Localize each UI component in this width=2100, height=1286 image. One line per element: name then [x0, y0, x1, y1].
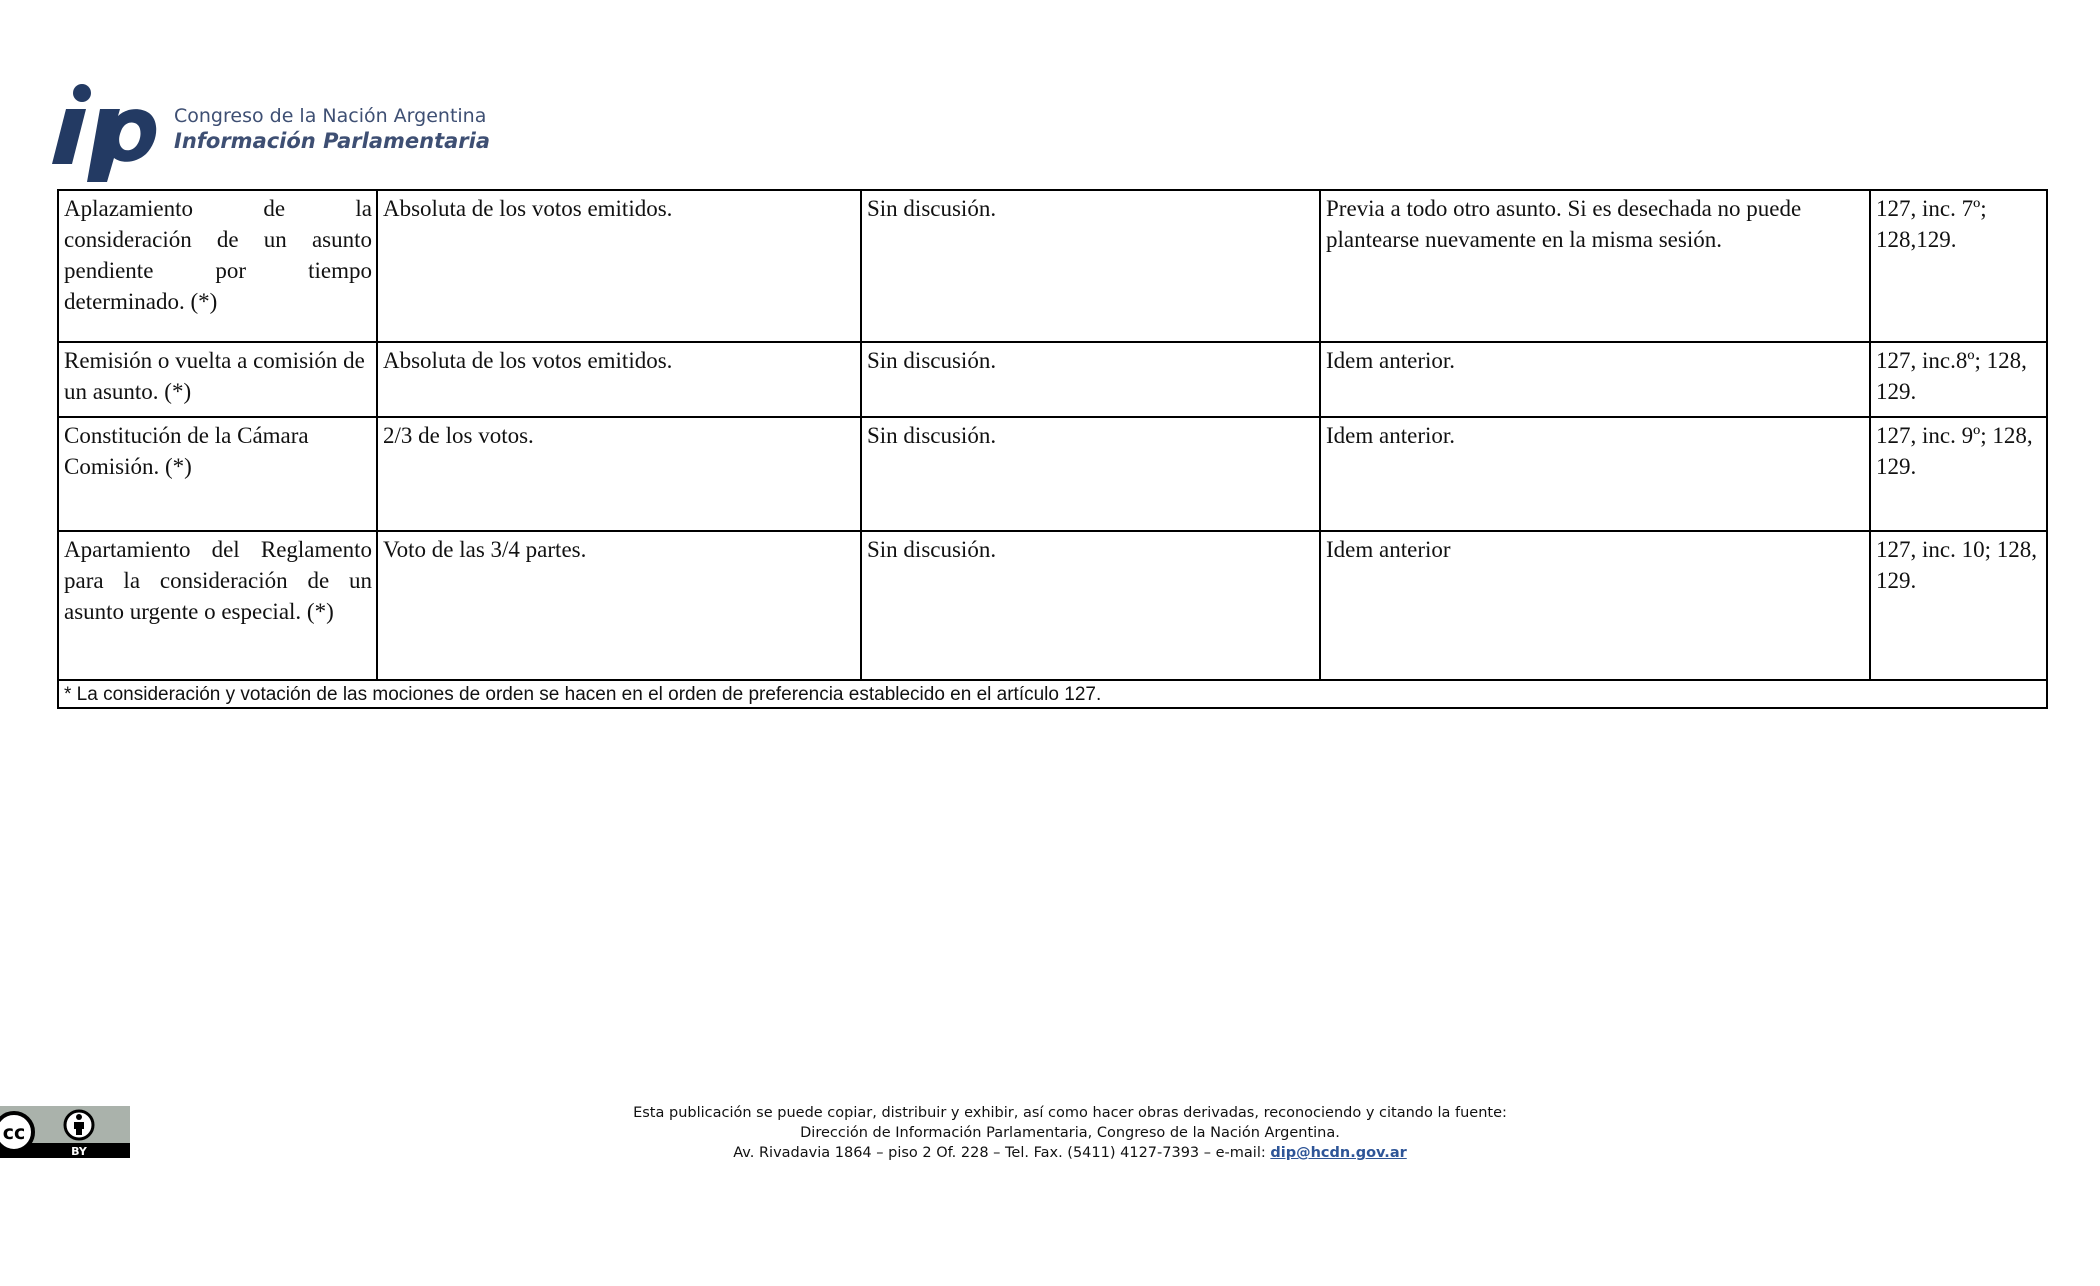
discussion-cell: Sin discusión. — [861, 190, 1320, 342]
observations-cell: Idem anterior — [1320, 531, 1870, 680]
cc-label: cc — [2, 1122, 26, 1144]
articles-cell: 127, inc. 9º; 128, 129. — [1870, 417, 2047, 531]
articles-cell: 127, inc.8º; 128, 129. — [1870, 342, 2047, 417]
publication-footer — [500, 1103, 1640, 1163]
creative-commons-by-icon — [0, 1106, 130, 1158]
observations-cell: Idem anterior. — [1320, 342, 1870, 417]
ip-logo-mark — [52, 82, 167, 182]
discussion-cell: Sin discusión. — [861, 531, 1320, 680]
articles-cell: 127, inc. 10; 128, 129. — [1870, 531, 2047, 680]
table-row — [58, 342, 2047, 417]
table-row — [58, 531, 2047, 680]
majority-cell: 2/3 de los votos. — [377, 417, 861, 531]
license-notice: Esta publicación se puede copiar, distribuir y exhibir, así como hacer obras derivadas, reconociendo y citando la fuente: — [633, 1105, 1507, 1121]
address-text: Av. Rivadavia 1864 – piso 2 Of. 228 – Tel. Fax. (5411) 4127-7393 – e-mail: — [733, 1145, 1271, 1161]
motion-cell: Apartamiento del Reglamento para la consideración de un asunto urgente o especial. (*) — [58, 531, 377, 680]
articles-cell: 127, inc. 7º; 128,129. — [1870, 190, 2047, 342]
order-motions-table — [57, 189, 2048, 709]
table-footnote: * La consideración y votación de las mociones de orden se hacen en el orden de preferencia establecido en el artículo 127. — [58, 680, 2047, 708]
majority-cell: Absoluta de los votos emitidos. — [377, 190, 861, 342]
by-label: BY — [71, 1145, 87, 1158]
observations-cell: Idem anterior. — [1320, 417, 1870, 531]
table-row — [58, 417, 2047, 531]
majority-cell: Absoluta de los votos emitidos. — [377, 342, 861, 417]
table-row — [58, 190, 2047, 342]
majority-cell: Voto de las 3/4 partes. — [377, 531, 861, 680]
org-department: Información Parlamentaria — [174, 129, 491, 153]
discussion-cell: Sin discusión. — [861, 342, 1320, 417]
publisher-address — [500, 1143, 1640, 1163]
email-link[interactable]: dip@hcdn.gov.ar — [1270, 1145, 1407, 1161]
discussion-cell: Sin discusión. — [861, 417, 1320, 531]
motion-cell: Aplazamiento de la consideración de un asunto pendiente por tiempo determinado. (*) — [58, 190, 377, 342]
motion-cell: Remisión o vuelta a comisión de un asunto. (*) — [58, 342, 377, 417]
publisher-name: Dirección de Información Parlamentaria, Congreso de la Nación Argentina. — [800, 1125, 1340, 1141]
org-name: Congreso de la Nación Argentina — [174, 105, 487, 127]
observations-cell: Previa a todo otro asunto. Si es desechada no puede plantearse nuevamente en la misma sesión. — [1320, 190, 1870, 342]
ip-logo — [52, 82, 491, 182]
motion-cell: Constitución de la Cámara Comisión. (*) — [58, 417, 377, 531]
table-footnote-row — [58, 680, 2047, 708]
